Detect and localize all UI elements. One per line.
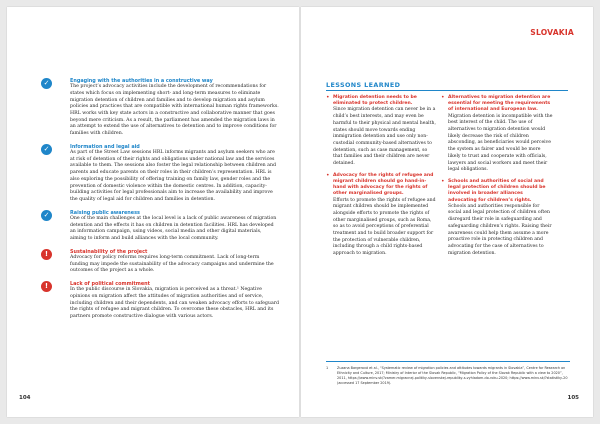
bullet-icon: • bbox=[441, 177, 445, 185]
lessons-column-2 bbox=[441, 95, 553, 262]
footnote-text: Zuzana Bargerová et al., “Systematic review of migration policies and attitudes towards migrants in Slovakia”, Centre for Research on Ethnicity and Culture, 2017; Ministry of Interior of the Slovak Republic, “Migration Policy of the Slovak Republic with a view to 2020”, 2011, https://www.minv.sk/?zamer-migracnej-politiky-slovenskej-republiky-s-vyhladom-do-roku-2020; https://www.minv.sk/?statistiky-20 (accessed 17 September 2019). bbox=[337, 366, 568, 385]
bullet-icon: • bbox=[326, 94, 330, 101]
right-page bbox=[301, 7, 593, 417]
item-public-awareness bbox=[41, 210, 279, 243]
lesson-body: Since migration detention can never be in a child’s best interests, and may even be harmful to their physical and mental health, states should move towards ending immigration detention and use only non-custodial community-based alternatives to detention, such as case management, so that families and their children are never detained. bbox=[333, 107, 436, 167]
left-items bbox=[41, 78, 279, 327]
check-icon: ✓ bbox=[41, 210, 52, 221]
item-title: Information and legal aid bbox=[70, 143, 140, 150]
lessons-column-1 bbox=[326, 95, 438, 263]
lessons-heading: LESSONS LEARNED bbox=[326, 81, 401, 89]
check-icon: ✓ bbox=[41, 144, 52, 155]
heading-divider bbox=[326, 90, 568, 91]
item-body: In the public discourse in Slovakia, migration is perceived as a threat.¹ Negative opinions on migration affect the attitudes of migration authorities and of service, including children and their dependents, and can weaken advocacy efforts to safeguard the rights of refugee and migrant children. To overcome these obstacles, HRL and its partners promote constructive dialogue with various actors. bbox=[70, 287, 279, 319]
lesson-item bbox=[441, 95, 553, 174]
item-title: Raising public awareness bbox=[70, 209, 140, 216]
country-header: SLOVAKIA bbox=[530, 28, 574, 37]
warning-icon: ! bbox=[41, 281, 52, 292]
left-page bbox=[7, 7, 299, 417]
warning-icon: ! bbox=[41, 249, 52, 260]
lesson-title: Alternatives to migration detention are essential for meeting the requirements of international and European law. bbox=[448, 95, 551, 113]
bullet-icon: • bbox=[441, 94, 445, 101]
lesson-title: Migration detention needs to be eliminated to protect children. bbox=[333, 95, 417, 107]
item-title: Lack of political commitment bbox=[70, 280, 150, 287]
lesson-item bbox=[441, 179, 553, 257]
footnote bbox=[326, 366, 570, 386]
footnote-number: 1 bbox=[326, 366, 329, 370]
footnote-divider bbox=[326, 361, 570, 362]
check-icon: ✓ bbox=[41, 78, 52, 89]
lesson-body: Efforts to promote the rights of refugee and migrant children should be implemented alongside efforts to promote the rights of other marginalised groups, such as Roma, so as to avoid perceptions of preferential treatment and to build broader support for the protection of vulnerable children, including through a child rights-based approach to migration. bbox=[333, 197, 436, 257]
lesson-title: Schools and authorities of social and legal protection of children should be involved in broader alliances advocating for children’s rights. bbox=[448, 178, 546, 203]
item-political-commitment bbox=[41, 281, 279, 321]
page-number: 105 bbox=[567, 395, 579, 401]
item-body: Advocacy for policy reforms requires long-term commitment. Lack of long-term funding may impede the sustainability of the advocacy campaigns and undermine the outcomes of the project as a whole. bbox=[70, 254, 274, 274]
page-number: 104 bbox=[19, 395, 31, 401]
bullet-icon: • bbox=[326, 171, 330, 179]
lesson-item bbox=[326, 173, 438, 258]
lesson-title: Advocacy for the rights of refugee and migrant children should go hand-in-hand with advocacy for the rights of other marginalised groups. bbox=[333, 172, 434, 197]
item-title: Engaging with the authorities in a constructive way bbox=[70, 78, 213, 84]
lesson-body: Schools and authorities responsible for social and legal protection of children often disregard their role in safeguarding and safeguarding children’s rights. Raising their awareness could help them assume a more proactive role in protecting children and advocating for the case of alternatives to migration detention. bbox=[448, 203, 552, 256]
item-body: As part of the Street Law sessions HRL informs migrants and asylum seekers who are at risk of detention of their rights and obligations under national law and the services available to them. The sessions also foster the legal relationship between children and parents and educate parents on their roles in their children’s representation. HRL is also exploring the possibility of offering training on family law, gender roles and the prevention of domestic violence within the domestic centres. In addition, capacity-building activities for legal professionals aim to increase the availability and improve the quality of legal aid for children and families in detention. bbox=[70, 150, 276, 202]
item-information-legal-aid bbox=[41, 144, 279, 204]
item-body: One of the main challenges at the local level is a lack of public awareness of migration detention and the effects it has on children in detention facilities. HRL has developed an information campaign, using videos, social media and other digital materials, aiming to inform and build alliances with the local community. bbox=[70, 215, 277, 241]
lesson-body: Migration detention is incompatible with the best interest of the child. The use of alternatives to migration detention would likely decrease the risk of children absconding, as beneficiaries would perceive the system as fairer and would be more likely to trust and cooperate with officials, lawyers and social workers and meet their legal obligations. bbox=[448, 113, 553, 173]
item-title: Sustainability of the project bbox=[70, 248, 148, 255]
item-sustainability bbox=[41, 249, 279, 275]
item-body: The project’s advocacy activities include the development of recommendations for states which focus on implementing short- and long-term measures to eliminate migration detention of children and families and to develop migration and asylum policies and practices that are compatible with international human rights frameworks. HRL works with key state actors in a constructive and collaborative manner that goes beyond mere criticism. As a result, the parliament has amended the migration laws in an attempt to extend the use of alternatives to detention and to improve conditions for families with children. bbox=[70, 84, 279, 137]
lesson-item bbox=[326, 95, 438, 168]
item-engaging-authorities bbox=[41, 78, 279, 138]
